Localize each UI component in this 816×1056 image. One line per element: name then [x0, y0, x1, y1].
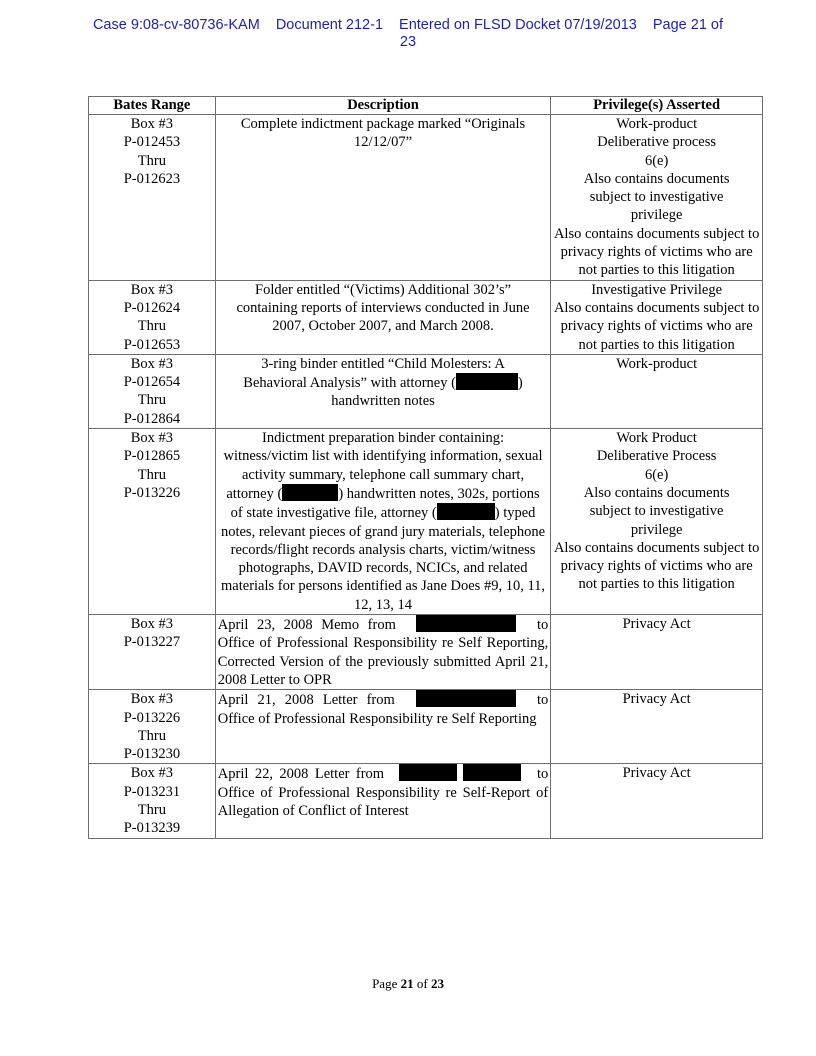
privilege-line: Also contains documents subject to privacy rights of victims who are not parties to this litigation — [553, 539, 760, 593]
bates-line: Thru — [137, 466, 166, 483]
bates-line: P-013239 — [123, 820, 181, 837]
bates-line: P-013227 — [123, 634, 181, 651]
bates-line: P-012865 — [123, 448, 181, 465]
bates-range-cell — [89, 115, 216, 281]
redaction-block — [463, 764, 521, 781]
description-cell — [215, 615, 550, 690]
bates-range-cell — [89, 764, 216, 838]
privilege-cell — [551, 690, 763, 764]
redaction-block — [282, 484, 338, 501]
bates-line: Box #3 — [130, 116, 174, 132]
table-header-row — [89, 97, 763, 115]
bates-line: Thru — [137, 318, 166, 335]
bates-line: Thru — [137, 152, 166, 169]
privilege-line: Work-product — [616, 116, 698, 132]
footer-prefix: Page — [372, 976, 398, 991]
table-row — [89, 280, 763, 354]
bates-line: Thru — [137, 727, 166, 744]
bates-line: P-013226 — [123, 484, 181, 501]
description-cell — [215, 354, 550, 428]
privilege-line: Privacy Act — [622, 691, 691, 708]
bates-line: P-013226 — [123, 709, 181, 726]
description-text: Complete indictment package marked “Originals 12/12/07” — [240, 116, 526, 151]
description-text: April 23, 2008 Memo from — [217, 617, 396, 634]
redaction-block — [416, 615, 516, 632]
redaction-block — [399, 764, 457, 781]
privilege-cell — [551, 429, 763, 615]
bates-line: Box #3 — [130, 355, 174, 372]
description-cell — [215, 429, 550, 615]
bates-line: Thru — [137, 392, 166, 409]
footer-total-pages: 23 — [430, 976, 444, 991]
description-text: ) handwritten notes — [331, 375, 523, 410]
description-text: 3-ring binder entitled “Child Molesters: A Behavioral Analysis” with attorney ( — [243, 355, 505, 392]
privilege-log-table — [88, 96, 763, 839]
bates-line: Box #3 — [130, 281, 174, 298]
bates-range-cell — [89, 280, 216, 354]
privilege-cell — [551, 615, 763, 690]
description-cell — [215, 115, 550, 281]
redaction-block — [416, 690, 516, 707]
page-indicator: Page 21 of — [652, 17, 724, 33]
privilege-line: Also contains documents subject to investigative privilege — [583, 484, 730, 538]
column-header-description: Description — [215, 97, 550, 115]
table-row — [89, 764, 763, 838]
bates-line: Box #3 — [130, 691, 174, 708]
privilege-line: Work Product — [616, 430, 697, 447]
bates-line: Thru — [137, 801, 166, 818]
page-total: 23 — [399, 34, 417, 50]
redaction-block — [437, 503, 495, 520]
privilege-cell — [551, 280, 763, 354]
description-text: Indictment preparation binder containing: witness/victim list with identifying information, sexual activity summary, telephone call summary chart, attorney ( — [223, 430, 543, 502]
description-text: April 21, 2008 Letter from — [217, 692, 395, 709]
docket-entry: Entered on FLSD Docket 07/19/2013 — [399, 17, 637, 33]
privilege-cell — [551, 115, 763, 281]
column-header-privileges: Privilege(s) Asserted — [551, 97, 763, 115]
bates-line: P-012653 — [123, 336, 181, 353]
table-row — [89, 354, 763, 428]
table-row — [89, 115, 763, 281]
bates-line: P-012864 — [123, 410, 181, 427]
table-row — [89, 690, 763, 764]
description-cell — [215, 280, 550, 354]
table-row — [89, 429, 763, 615]
redaction-block — [456, 373, 518, 390]
privilege-line: Investigative Privilege — [591, 281, 723, 298]
column-header-bates: Bates Range — [89, 97, 216, 115]
bates-range-cell — [89, 354, 216, 428]
privilege-line: Deliberative Process — [596, 448, 717, 465]
bates-line: P-012654 — [123, 374, 181, 391]
footer-of: of — [416, 976, 428, 991]
bates-line: P-013231 — [123, 783, 181, 800]
privilege-line: 6(e) — [644, 466, 669, 483]
bates-line: Box #3 — [130, 430, 174, 447]
bates-line: P-012453 — [123, 134, 181, 151]
bates-line: P-012624 — [123, 299, 181, 316]
document-number: Document 212-1 — [275, 17, 384, 33]
footer-current-page: 21 — [400, 976, 414, 991]
page-footer — [0, 976, 816, 992]
bates-range-cell — [89, 690, 216, 764]
table-row — [89, 615, 763, 690]
description-text: to Office of Professional Responsibility re Self Reporting — [217, 692, 549, 727]
privilege-line: Privacy Act — [622, 765, 691, 782]
privilege-line: Also contains documents subject to investigative privilege — [583, 170, 730, 224]
description-text: ) typed notes, relevant pieces of grand jury materials, telephone records/flight records analysis charts, victim/witness photographs, DAVID records, NCICs, and related materials for persons identified as Jane Does #9, 10, 11, 12, 13, 14 — [220, 505, 546, 613]
bates-line: P-013230 — [123, 746, 181, 763]
bates-range-cell — [89, 429, 216, 615]
privilege-cell — [551, 354, 763, 428]
description-text: Folder entitled “(Victims) Additional 302’s” containing reports of interviews conducted in June 2007, October 2007, and March 2008. — [236, 281, 530, 335]
case-number: Case 9:08-cv-80736-KAM — [92, 17, 260, 33]
bates-line: Box #3 — [130, 616, 174, 633]
privilege-line: Also contains documents subject to privacy rights of victims who are not parties to this litigation — [553, 299, 760, 353]
privilege-cell — [551, 764, 763, 838]
privilege-line: 6(e) — [644, 152, 669, 169]
description-cell — [215, 764, 550, 838]
description-cell — [215, 690, 550, 764]
description-text: ) handwritten notes, 302s, portions of state investigative file, attorney ( — [230, 485, 540, 522]
privilege-line: Work-product — [616, 355, 698, 372]
bates-range-cell — [89, 615, 216, 690]
privilege-line: Deliberative process — [597, 134, 717, 151]
privilege-line: Privacy Act — [622, 616, 691, 633]
docket-header — [60, 17, 756, 51]
privilege-line: Also contains documents subject to privacy rights of victims who are not parties to this litigation — [553, 225, 760, 279]
bates-line: Box #3 — [130, 765, 174, 782]
bates-line: P-012623 — [123, 170, 181, 187]
description-text: April 22, 2008 Letter from — [217, 766, 385, 783]
description-text: to Office of Professional Responsibility re Self Reporting, Corrected Version of the previously submitted April 21, 2008 Letter to OPR — [217, 617, 549, 688]
description-text: to Office of Professional Responsibility re Self-Report of Allegation of Conflict of Interest — [217, 766, 549, 819]
